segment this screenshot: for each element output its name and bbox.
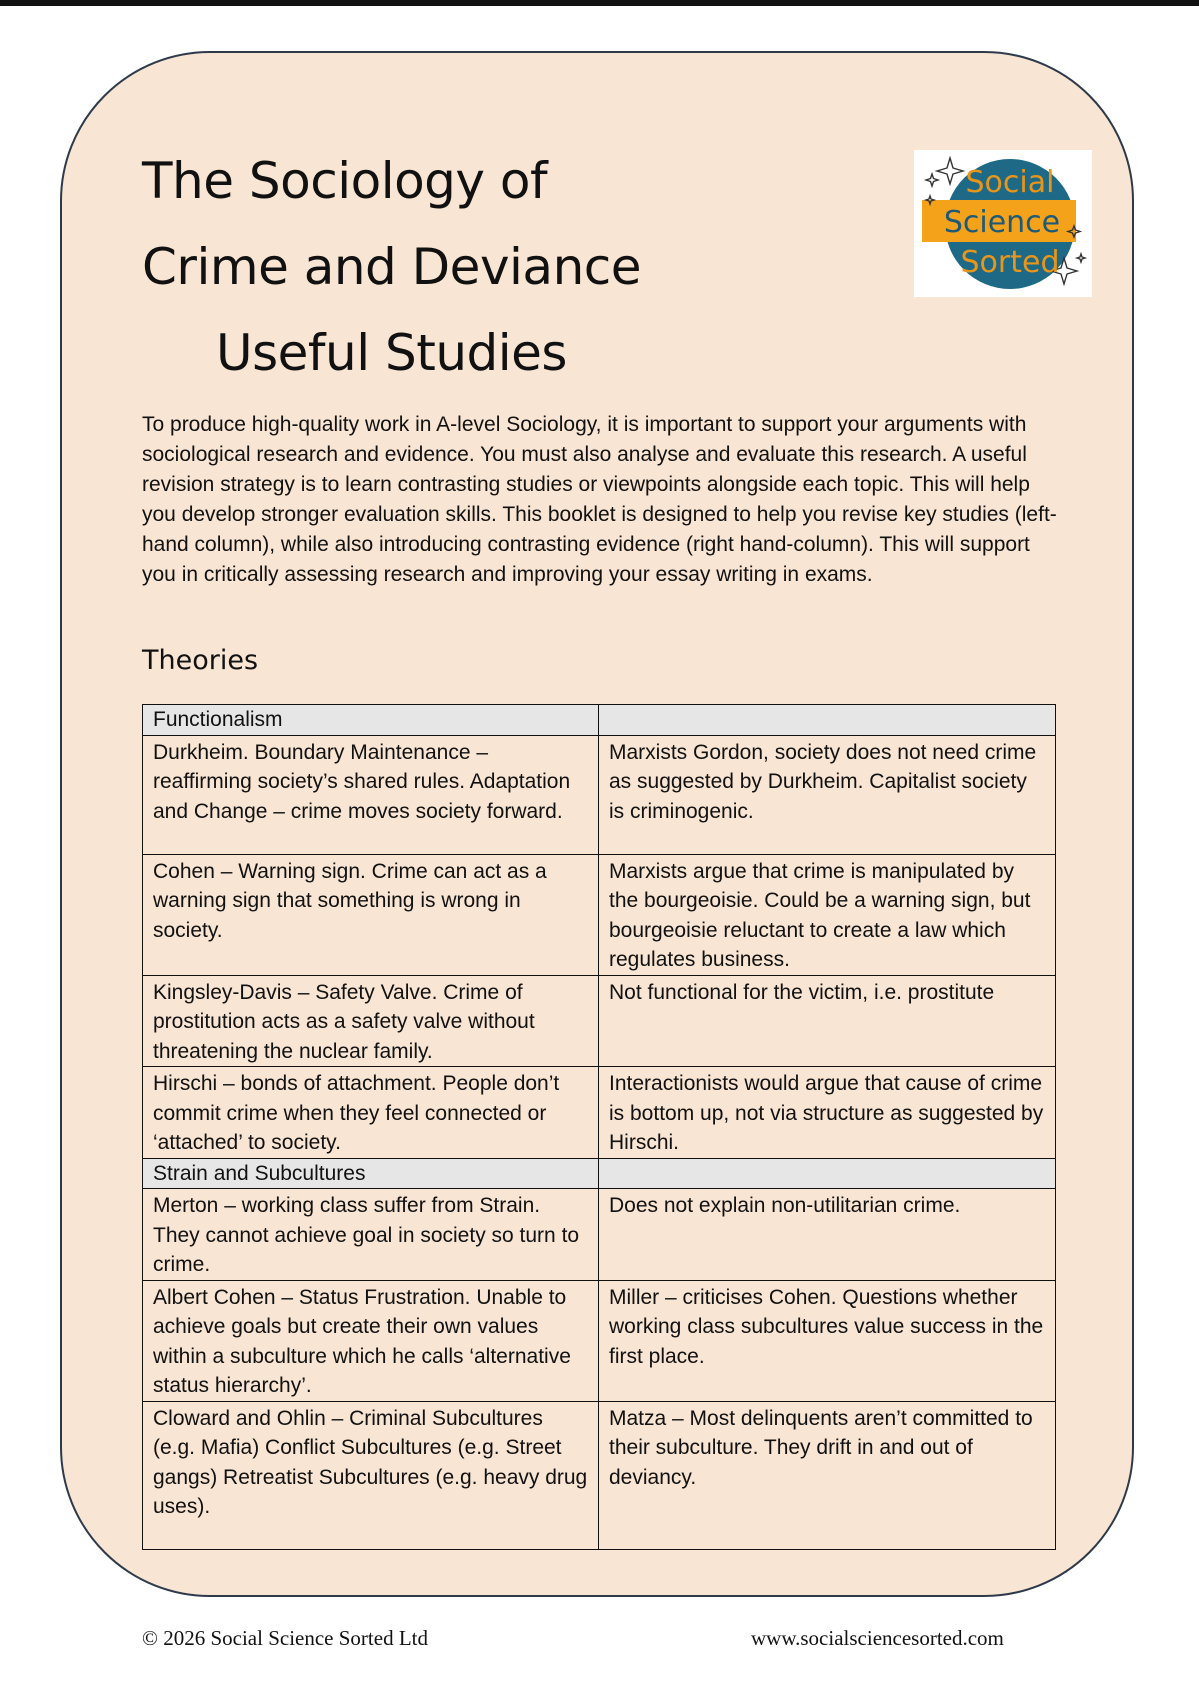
logo-text-science: Science: [943, 205, 1061, 240]
group-header-functionalism: Functionalism: [143, 705, 599, 736]
table-row: [143, 1401, 1056, 1549]
page-title: [142, 138, 641, 396]
section-heading-theories: Theories: [142, 645, 259, 676]
title-line-1: The Sociology of: [142, 152, 548, 210]
logo-text-social: Social: [965, 165, 1055, 200]
table-group-header: [143, 1158, 1056, 1189]
footer-website-link[interactable]: www.socialsciencesorted.com: [751, 1626, 1004, 1650]
logo-text-sorted: Sorted: [960, 245, 1060, 280]
table-row: [143, 1189, 1056, 1281]
study-cell: Kingsley-Davis – Safety Valve. Crime of prostitution acts as a safety valve without threatening the nuclear family.: [143, 975, 599, 1067]
study-cell: Merton – working class suffer from Strain. They cannot achieve goal in society so turn to crime.: [143, 1189, 599, 1281]
table-row: [143, 1280, 1056, 1401]
table-group-header: [143, 705, 1056, 736]
table-row: [143, 975, 1056, 1067]
social-science-sorted-logo: [914, 150, 1092, 297]
contrast-cell: Matza – Most delinquents aren’t committed to their subculture. They drift in and out of deviancy.: [599, 1401, 1056, 1549]
group-header-strain: Strain and Subcultures: [143, 1158, 599, 1189]
study-cell: Cloward and Ohlin – Criminal Subcultures (e.g. Mafia) Conflict Subcultures (e.g. Street gangs) Retreatist Subcultures (e.g. heavy drug uses).: [143, 1401, 599, 1549]
study-cell: Cohen – Warning sign. Crime can act as a warning sign that something is wrong in society.: [143, 854, 599, 975]
table-row: [143, 1067, 1056, 1159]
study-cell: Durkheim. Boundary Maintenance – reaffirming society’s shared rules. Adaptation and Change – crime moves society forward.: [143, 735, 599, 854]
study-cell: Hirschi – bonds of attachment. People don’t commit crime when they feel connected or ‘attached’ to society.: [143, 1067, 599, 1159]
table-row: [143, 735, 1056, 854]
footer-copyright: © 2026 Social Science Sorted Ltd: [142, 1626, 428, 1650]
contrast-cell: Marxists Gordon, society does not need crime as suggested by Durkheim. Capitalist society is criminogenic.: [599, 735, 1056, 854]
title-line-3: Useful Studies: [216, 324, 567, 382]
study-cell: Albert Cohen – Status Frustration. Unable to achieve goals but create their own values within a subculture which he calls ‘alternative status hierarchy’.: [143, 1280, 599, 1401]
title-line-2: Crime and Deviance: [142, 238, 642, 296]
group-header-blank: [599, 705, 1056, 736]
contrast-cell: Does not explain non-utilitarian crime.: [599, 1189, 1056, 1281]
contrast-cell: Marxists argue that crime is manipulated by the bourgeoisie. Could be a warning sign, but bourgeoisie reluctant to create a law which regulates business.: [599, 854, 1056, 975]
contrast-cell: Interactionists would argue that cause of crime is bottom up, not via structure as suggested by Hirschi.: [599, 1067, 1056, 1159]
contrast-cell: Miller – criticises Cohen. Questions whether working class subcultures value success in the first place.: [599, 1280, 1056, 1401]
intro-paragraph: To produce high-quality work in A-level Sociology, it is important to support your arguments with sociological research and evidence. You must also analyse and evaluate this research. A useful revision strategy is to learn contrasting studies or viewpoints alongside each topic. This will help you develop stronger evaluation skills. This booklet is designed to help you revise key studies (left-hand column), while also introducing contrasting evidence (right hand-column). This will support you in critically assessing research and improving your essay writing in exams.: [142, 413, 1057, 586]
top-edge-rule: [0, 0, 1199, 6]
contrast-cell: Not functional for the victim, i.e. prostitute: [599, 975, 1056, 1067]
studies-table: [142, 704, 1056, 1550]
table-row: [143, 854, 1056, 975]
group-header-blank: [599, 1158, 1056, 1189]
logo-graphic: [914, 150, 1092, 297]
